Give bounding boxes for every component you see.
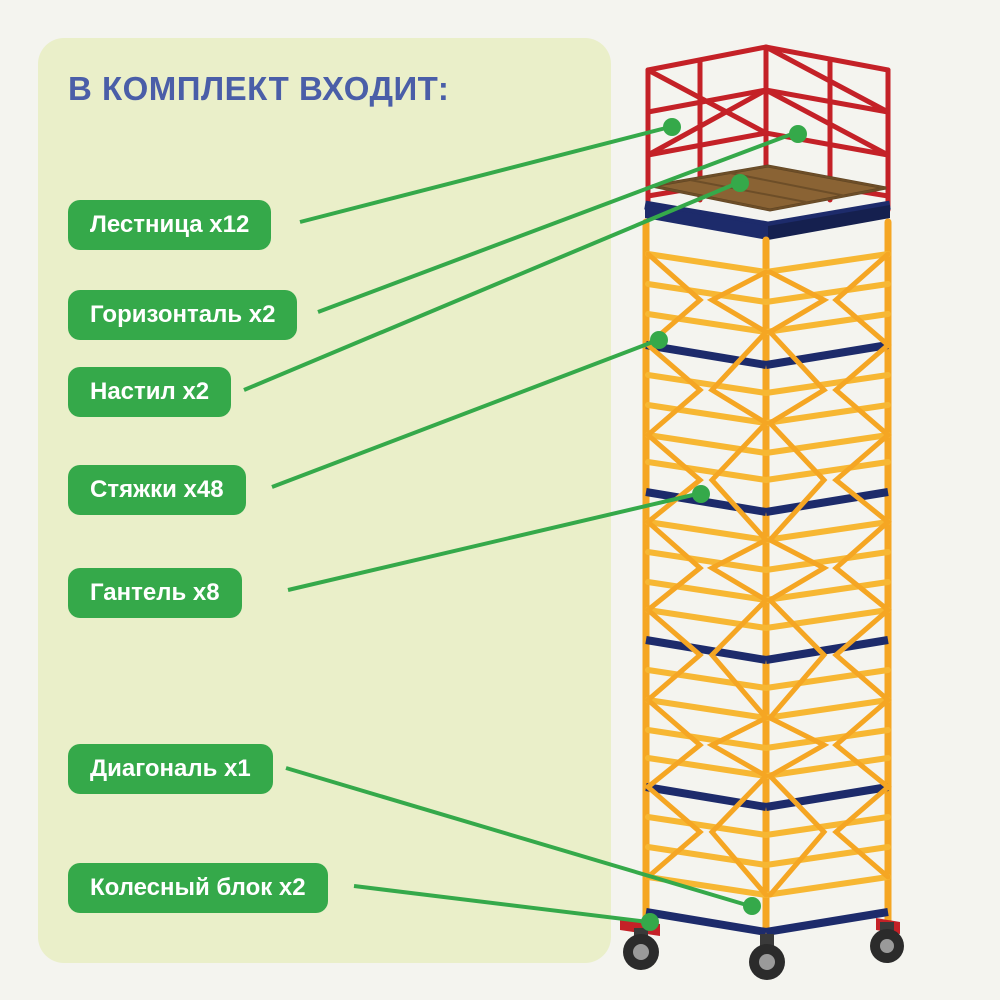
page-title: В КОМПЛЕКТ ВХОДИТ: [68, 70, 450, 107]
kit-item-diagonal[interactable]: Диагональ х1 [68, 744, 273, 794]
kit-item-deck[interactable]: Настил х2 [68, 367, 231, 417]
kit-item-ladder[interactable]: Лестница х12 [68, 200, 271, 250]
kit-item-horizontal[interactable]: Горизонталь х2 [68, 290, 297, 340]
kit-item-ties[interactable]: Стяжки х48 [68, 465, 246, 515]
kit-item-dumbbell[interactable]: Гантель х8 [68, 568, 242, 618]
kit-item-wheel-block[interactable]: Колесный блок х2 [68, 863, 328, 913]
